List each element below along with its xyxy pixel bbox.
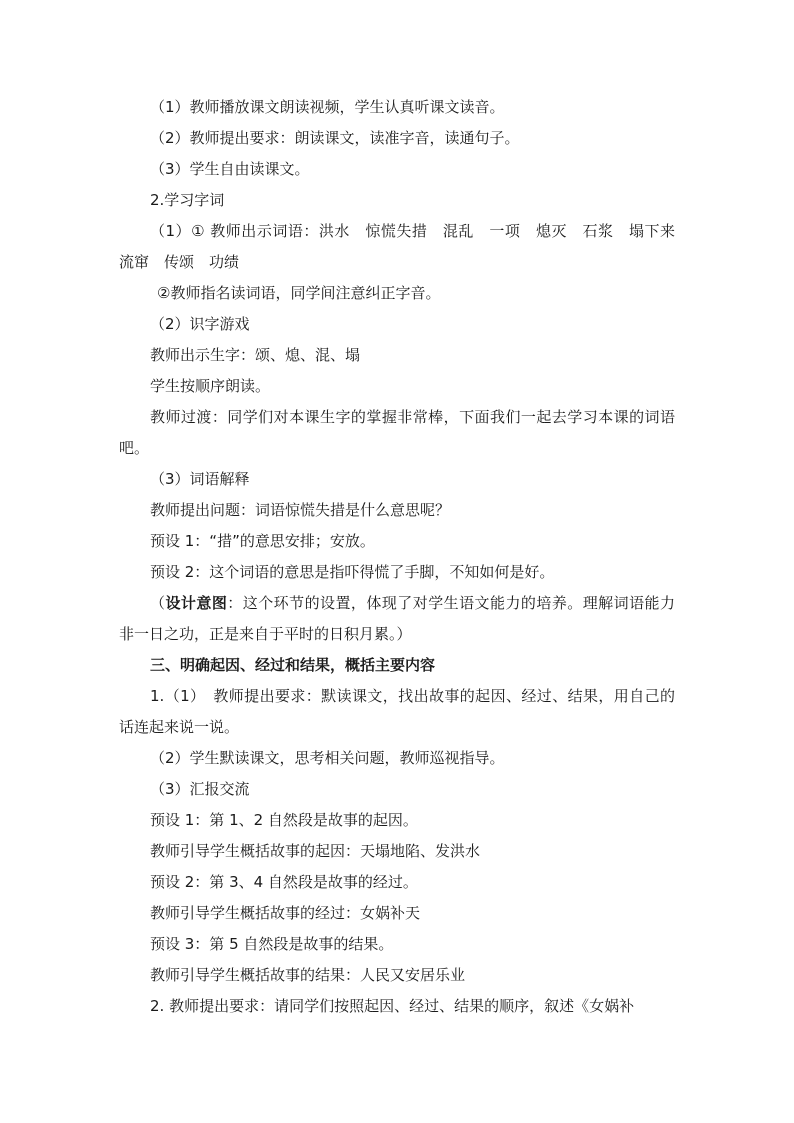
paragraph-silent-reading-task: 1.（1） 教师提出要求：默读课文，找出故事的起因、经过、结果，用自己的话连起来说一说。 <box>119 687 675 736</box>
paragraph-preset-1: 预设 1：“措”的意思安排；安放。 <box>150 532 375 550</box>
paragraph-teacher-question: 教师提出问题：词语惊慌失措是什么意思呢？ <box>150 501 451 519</box>
document-body <box>119 92 691 1022</box>
design-intent-label: 设计意图 <box>165 594 228 612</box>
paragraph-teacher-transition: 教师过渡：同学们对本课生字的掌握非常棒，下面我们一起去学习本课的词语吧。 <box>119 408 675 457</box>
paragraph-report-exchange: （3）汇报交流 <box>150 780 250 798</box>
paragraph-read-words: ②教师指名读词语，同学间注意纠正字音。 <box>157 284 441 302</box>
paragraph-word-explanation: （3）词语解释 <box>150 470 250 488</box>
paragraph-summary-process: 教师引导学生概括故事的经过：女娲补天 <box>150 904 421 922</box>
paragraph-preset-result: 预设 3：第 5 自然段是故事的结果。 <box>150 935 394 953</box>
paragraph-summary-result: 教师引导学生概括故事的结果：人民又安居乐业 <box>150 966 466 984</box>
paragraph-design-intent <box>119 588 675 650</box>
paragraph-read-in-order: 学生按顺序朗读。 <box>150 377 271 395</box>
heading-learn-words: 2.学习字词 <box>150 191 225 209</box>
paragraph-preset-process: 预设 2：第 3、4 自然段是故事的经过。 <box>150 873 418 891</box>
paragraph-show-characters: 教师出示生字：颂、熄、混、塌 <box>150 346 361 364</box>
paragraph-step-1-2: （2）教师提出要求：朗读课文，读准字音，读通句子。 <box>150 129 520 147</box>
section-heading-3: 三、明确起因、经过和结果，概括主要内容 <box>150 656 436 674</box>
paragraph-step-1-1: （1）教师播放课文朗读视频，学生认真听课文读音。 <box>150 98 505 116</box>
paragraph-silent-reading: （2）学生默读课文，思考相关问题，教师巡视指导。 <box>150 749 505 767</box>
paragraph-preset-2: 预设 2：这个词语的意思是指吓得慌了手脚，不知如何是好。 <box>150 563 555 581</box>
paragraph-preset-cause: 预设 1：第 1、2 自然段是故事的起因。 <box>150 811 418 829</box>
paragraph-character-game: （2）识字游戏 <box>150 315 250 333</box>
design-intent-text: ：这个环节的设置，体现了对学生语文能力的培养。理解词语能力非一日之功，正是来自于平时的日积月累。） <box>119 594 675 643</box>
design-intent-open: （ <box>150 594 166 612</box>
paragraph-summary-cause: 教师引导学生概括故事的起因：天塌地陷、发洪水 <box>150 842 481 860</box>
paragraph-retell-task: 2. 教师提出要求：请同学们按照起因、经过、结果的顺序，叙述《女娲补 <box>150 997 635 1015</box>
paragraph-word-list: （1）① 教师出示词语：洪水 惊慌失措 混乱 一项 熄灭 石浆 塌下来 流窜 传颂 功绩 <box>119 222 691 271</box>
paragraph-step-1-3: （3）学生自由读课文。 <box>150 160 310 178</box>
